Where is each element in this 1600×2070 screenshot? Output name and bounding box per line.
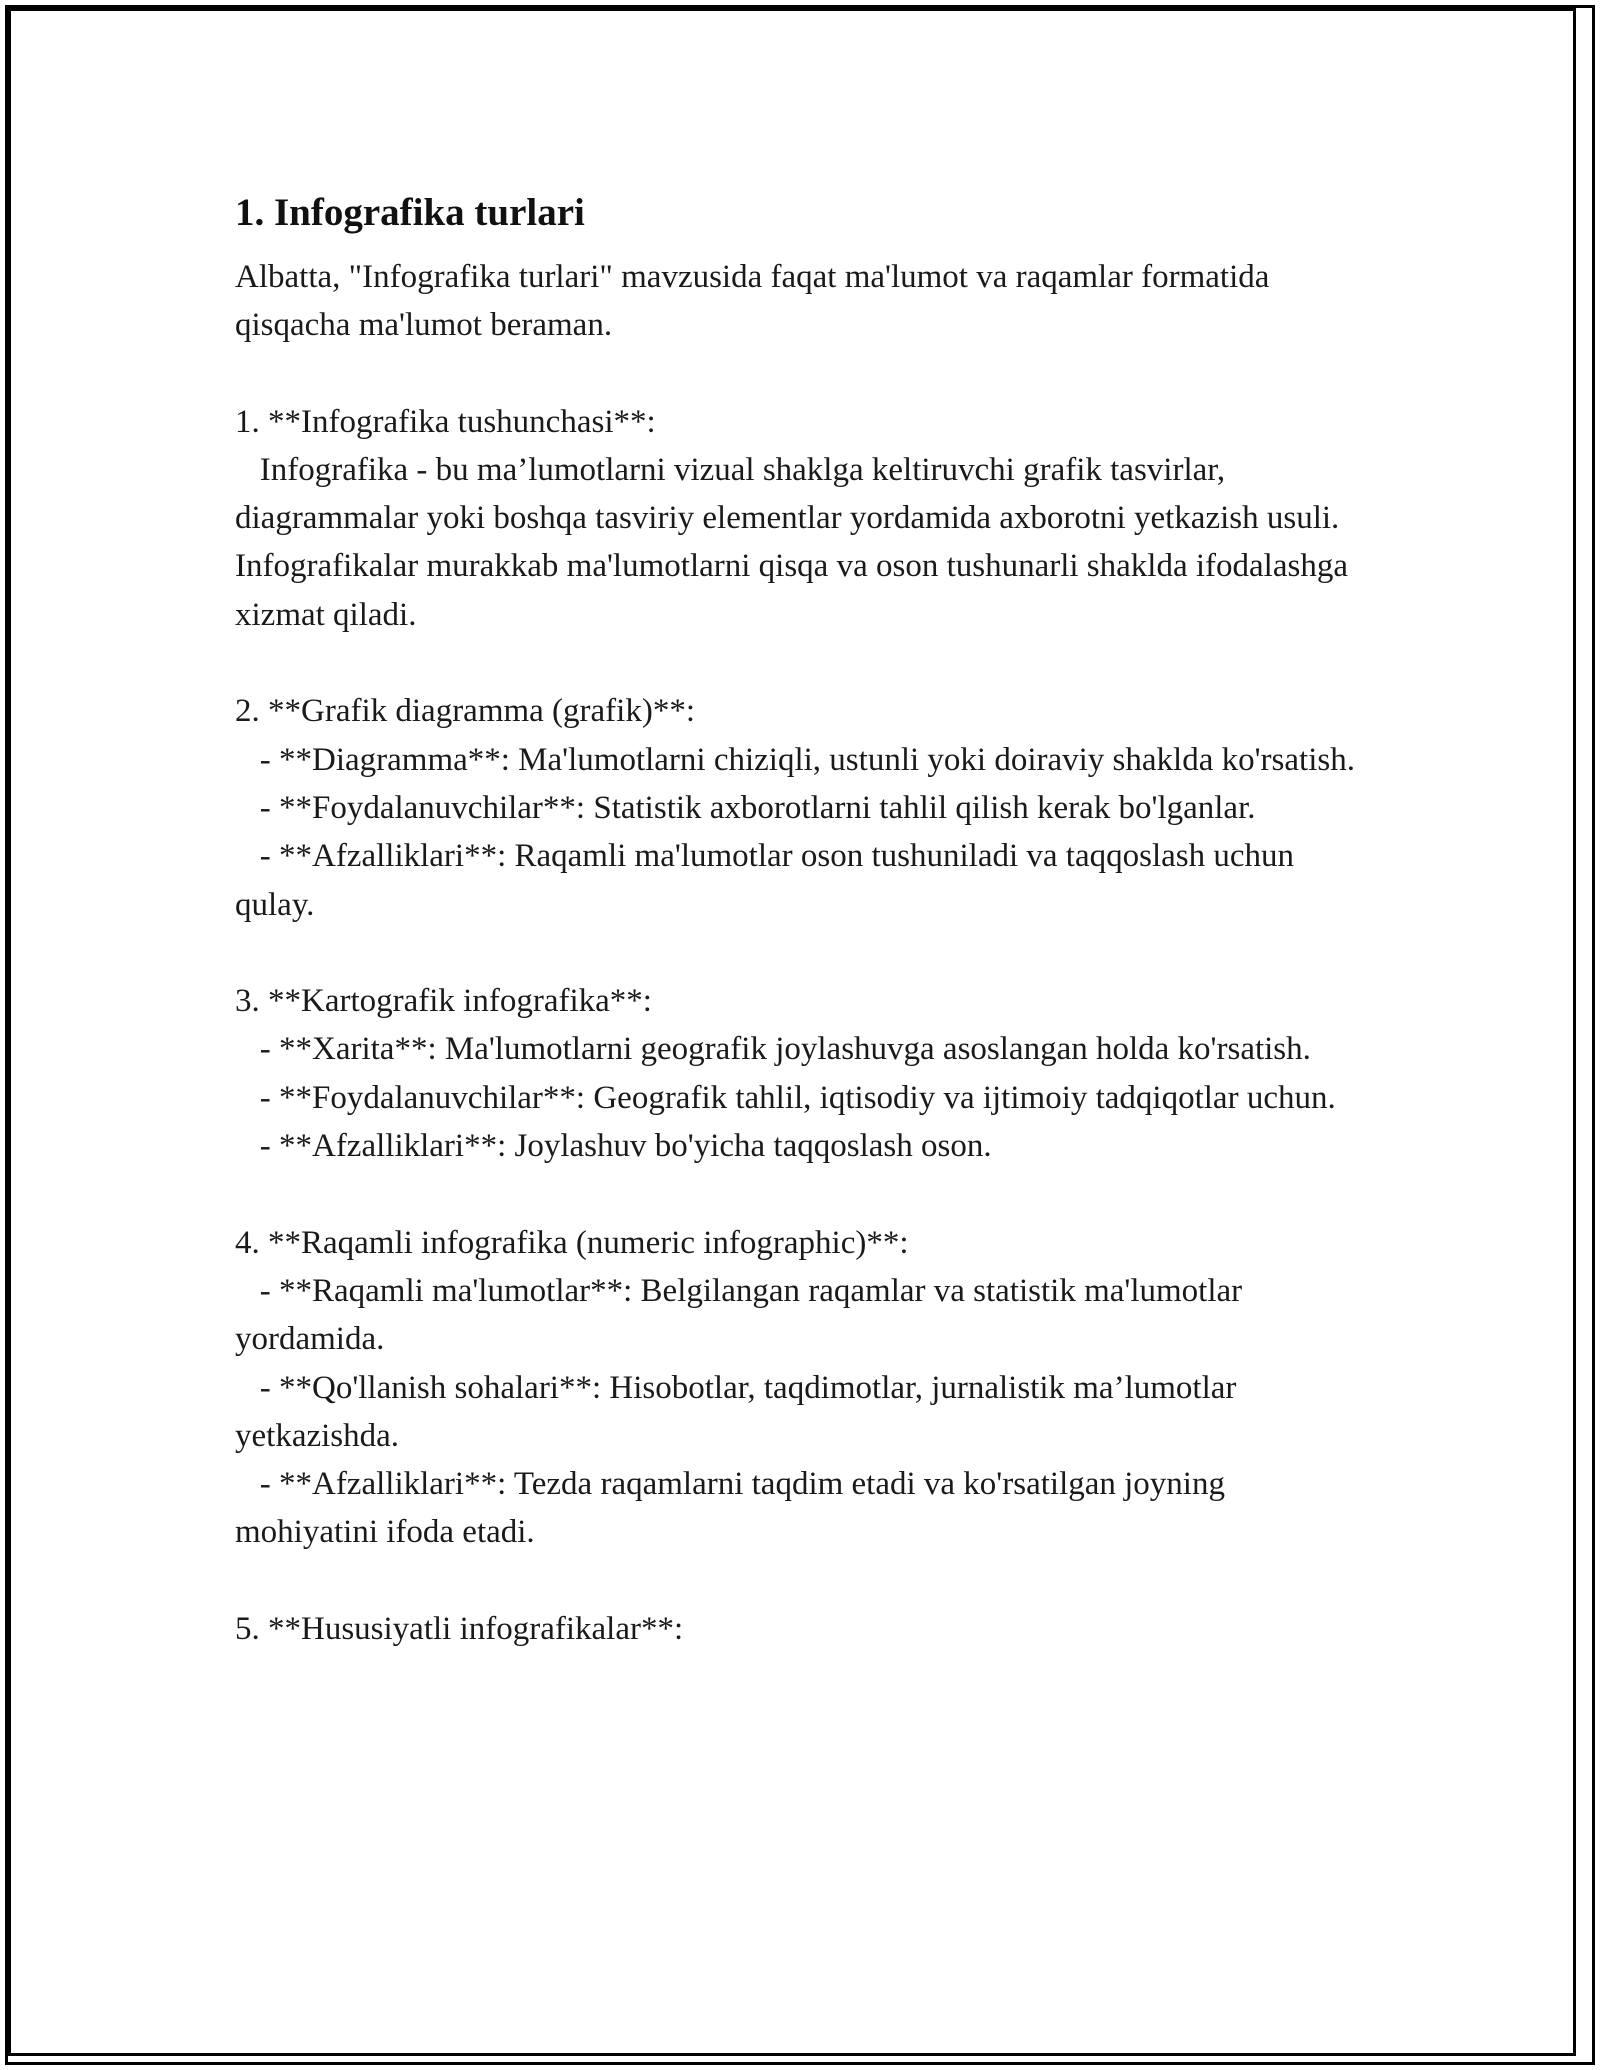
document-content bbox=[235, 185, 1375, 1653]
document-title: 1. Infografika turlari bbox=[235, 191, 585, 234]
intro-paragraph: Albatta, "Infografika turlari" mavzusida faqat ma'lumot va raqamlar formatida qisqacha ma'lumot beraman. bbox=[235, 259, 1270, 344]
document-body: 1. **Infografika tushunchasi**: Infografika - bu ma’lumotlarni vizual shaklga keltiruvchi grafik tasvirlar, diagrammalar yoki boshqa tasviriy elementlar yordamida axborotni yetkazish usuli. Infografikalar murakkab ma'lumotlarni qisqa va oson tushunarli shaklda ifodalashga xizmat qiladi. 2. **Grafik diagramma (grafik)**: - **Diagramma**: Ma'lumotlarni chiziqli, ustunli yoki doiraviy shaklda ko'rsatish. - **Foydalanuvchilar**: Statistik axborotlarni tahlil qilish kerak bo'lganlar. - **Afzalliklari**: Raqamli ma'lumotlar oson tushuniladi va taqqoslash uchun qulay. 3. **Kartografik infografika**: - **Xarita**: Ma'lumotlarni geografik joylashuvga asoslangan holda ko'rsatish. - **Foydalanuvchilar**: Geografik tahlil, iqtisodiy va ijtimoiy tadqiqotlar uchun. - **Afzalliklari**: Joylashuv bo'yicha taqqoslash oson. 4. **Raqamli infografika (numeric infographic)**: - **Raqamli ma'lumotlar**: Belgilangan raqamlar va statistik ma'lumotlar yordamida. - **Qo'llanish sohalari**: Hisobotlar, taqdimotlar, jurnalistik ma’lumotlar yetkazishda. - **Afzalliklari**: Tezda raqamlarni taqdim etadi va ko'rsatilgan joyning mohiyatini ifoda etadi. 5. **Hususiyatli infografikalar**: bbox=[235, 403, 1355, 1648]
